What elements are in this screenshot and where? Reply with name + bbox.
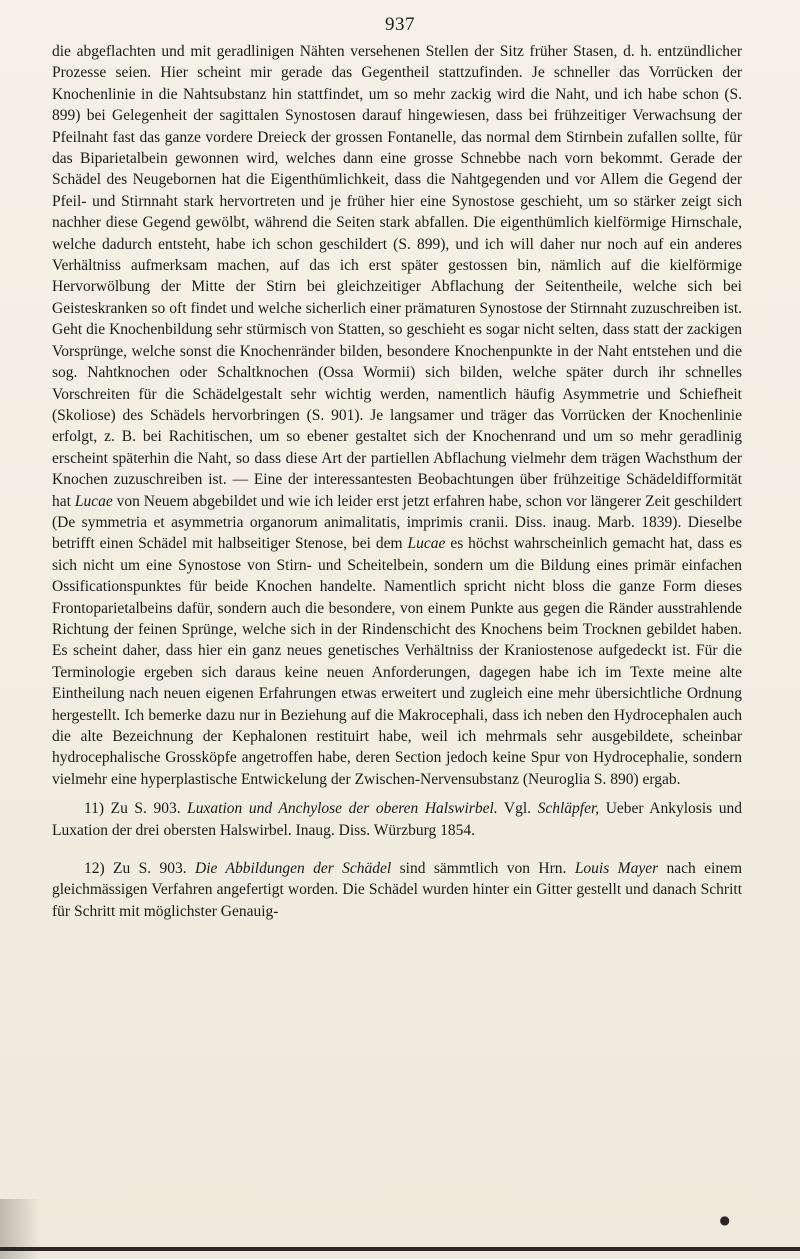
footnote-12-title: Die Abbildungen der Schädel <box>195 860 392 878</box>
footnote-11-rest: Ueber Ankylosis und Luxation der drei obersten Halswirbel. Inaug. Diss. Würzburg 1854. <box>52 800 742 839</box>
paragraph-continuation: von Neuem abgebildet und wie ich leider erst jetzt erfahren habe, schon vor längerer Zeit geschildert (De symmetria et asymmetria organorum animalitatis, imprimis cranii. Diss. inaug. Marb. 1839). Dieselbe betrifft einen Schädel mit halbseitiger Stenose, bei dem <box>52 492 742 553</box>
footnote-12-author: Louis Mayer <box>574 860 659 878</box>
scan-bottom-edge <box>0 1247 800 1251</box>
footnote-11-author: Schläpfer, <box>537 800 600 818</box>
footnote-11 <box>52 798 742 841</box>
footnote-12-mid: sind sämmtlich von Hrn. <box>399 860 567 878</box>
footnote-11-mid: Vgl. <box>503 800 532 818</box>
main-paragraph <box>52 41 742 790</box>
page-number: 937 <box>385 14 415 35</box>
author-name-second: Lucae <box>407 535 446 553</box>
footnote-11-title: Luxation und Anchylose der oberen Halswirbel. <box>187 800 498 818</box>
footnote-11-prefix: 11) Zu S. 903. <box>84 800 181 818</box>
footnote-12 <box>52 858 742 922</box>
page-body <box>52 41 742 922</box>
footnote-12-rest: nach einem gleichmässigen Verfahren angefertigt worden. Die Schädel wurden hinter ein Gitter gestellt und danach Schritt für Schritt mit möglichster Genauig- <box>52 860 743 920</box>
author-name: Lucae <box>74 492 113 510</box>
footnote-12-prefix: 12) Zu S. 903. <box>84 860 187 878</box>
paragraph-continuation-second: es höchst wahrscheinlich gemacht hat, dass es sich nicht um eine Synostose von Stirn- und Scheitelbein, sondern um die Bildung eines primär einfachen Ossificationspunktes für beide Knochen handelte. Namentlich spricht nicht bloss die ganze Form dieses Frontoparietalbeins dafür, sondern auch die besondere, von einem Punkte aus gegen die Ränder ausstrahlende Richtung der feinen Sprünge, welche sich in der Rindenschicht des Knochens beim Trocknen gebildet haben. Es scheint daher, dass hier ein ganz neues genetisches Verhältniss der Kraniostenose aufgedeckt ist. Für die Terminologie ergeben sich daraus keine neuen Anforderungen, dagegen habe ich im Texte meine alte Eintheilung nach neuen eigenen Erfahrungen etwas erweitert und zugleich eine mehr übersichtliche Ordnung hergestellt. Ich bemerke dazu nur in Beziehung auf die Makrocephali, dass ich neben den Hydrocephalen auch die alte Bezeichnung der Kephalonen restituirt habe, weil ich mehrmals sehr ausgebildete, scheinbar hydrocephalische Grossköpfe angetroffen habe, deren Section jedoch keine Spur von Hydrocephalie, sondern vielmehr eine hyperplastische Entwickelung der Zwischen-Nervensubstanz (Neuroglia S. 890) ergab. <box>52 535 743 788</box>
ink-dot: ● <box>719 1213 730 1227</box>
paragraph-text: die abgeflachten und mit geradlinigen Nähten versehenen Stellen der Sitz früher Stasen, d. h. entzündlicher Prozesse seien. Hier scheint mir gerade das Gegentheil stattzufinden. Je schneller das Vorrücken der Knochenlinie in die Nahtsubstanz hin stattfindet, um so mehr zackig wird die Naht, und ich habe schon (S. 899) bei Gelegenheit der sagittalen Synostosen darauf hingewiesen, dass bei frühzeitiger Verwachsung der Pfeilnaht fast das ganze vordere Dreieck der grossen Fontanelle, das normal dem Stirnbein zufallen sollte, für das Biparietalbein gewonnen wird, welches dann eine grosse Schnebbe nach vorn bekommt. Gerade der Schädel des Neugebornen hat die Eigenthümlichkeit, dass die Nahtgegenden und vor Allem die Gegend der Pfeil- und Stirnnaht stark hervortreten und je früher hier eine Synostose geschieht, um so stärker zeigt sich nachher diese Gegend gewölbt, während die Seiten stark abfallen. Die eigenthümlich kielförmige Hirnschale, welche dadurch entsteht, habe ich schon geschildert (S. 899), und ich will daher nur noch auf ein anderes Verhältniss aufmerksam machen, auf das ich erst später gestossen bin, nämlich auf die kielförmige Hervorwölbung der Mitte der Stirn bei gleichzeitiger Abflachung der Seitentheile, welche sich bei Geisteskranken so oft findet und welche sicherlich einer prämaturen Synostose der Stirnnaht zuzuschreiben ist. Geht die Knochenbildung sehr stürmisch von Statten, so geschieht es sogar nicht selten, dass statt der zackigen Vorsprünge, welche sonst die Knochenränder bilden, besondere Knochenpunkte in der Naht entstehen und die sog. Nahtknochen oder Schaltknochen (Ossa Wormii) sich bilden, welche später durch ihr schnelles Vorschreiten für die Schädelgestalt sehr wichtig werden, namentlich häufig Asymmetrie und Schiefheit (Skoliose) des Schädels hervorbringen (S. 901). Je langsamer und träger das Vorrücken der Knochenlinie erfolgt, z. B. bei Rachitischen, um so ebener gestaltet sich der Knochenrand und um so mehr geradlinig erscheint späterhin die Naht, so dass diese Art der partiellen Abflachung vielmehr dem trägen Wachsthum der Knochen zuzuschreiben ist. — Eine der interessantesten Beobachtungen über frühzeitige Schädeldifformität hat <box>52 43 742 510</box>
